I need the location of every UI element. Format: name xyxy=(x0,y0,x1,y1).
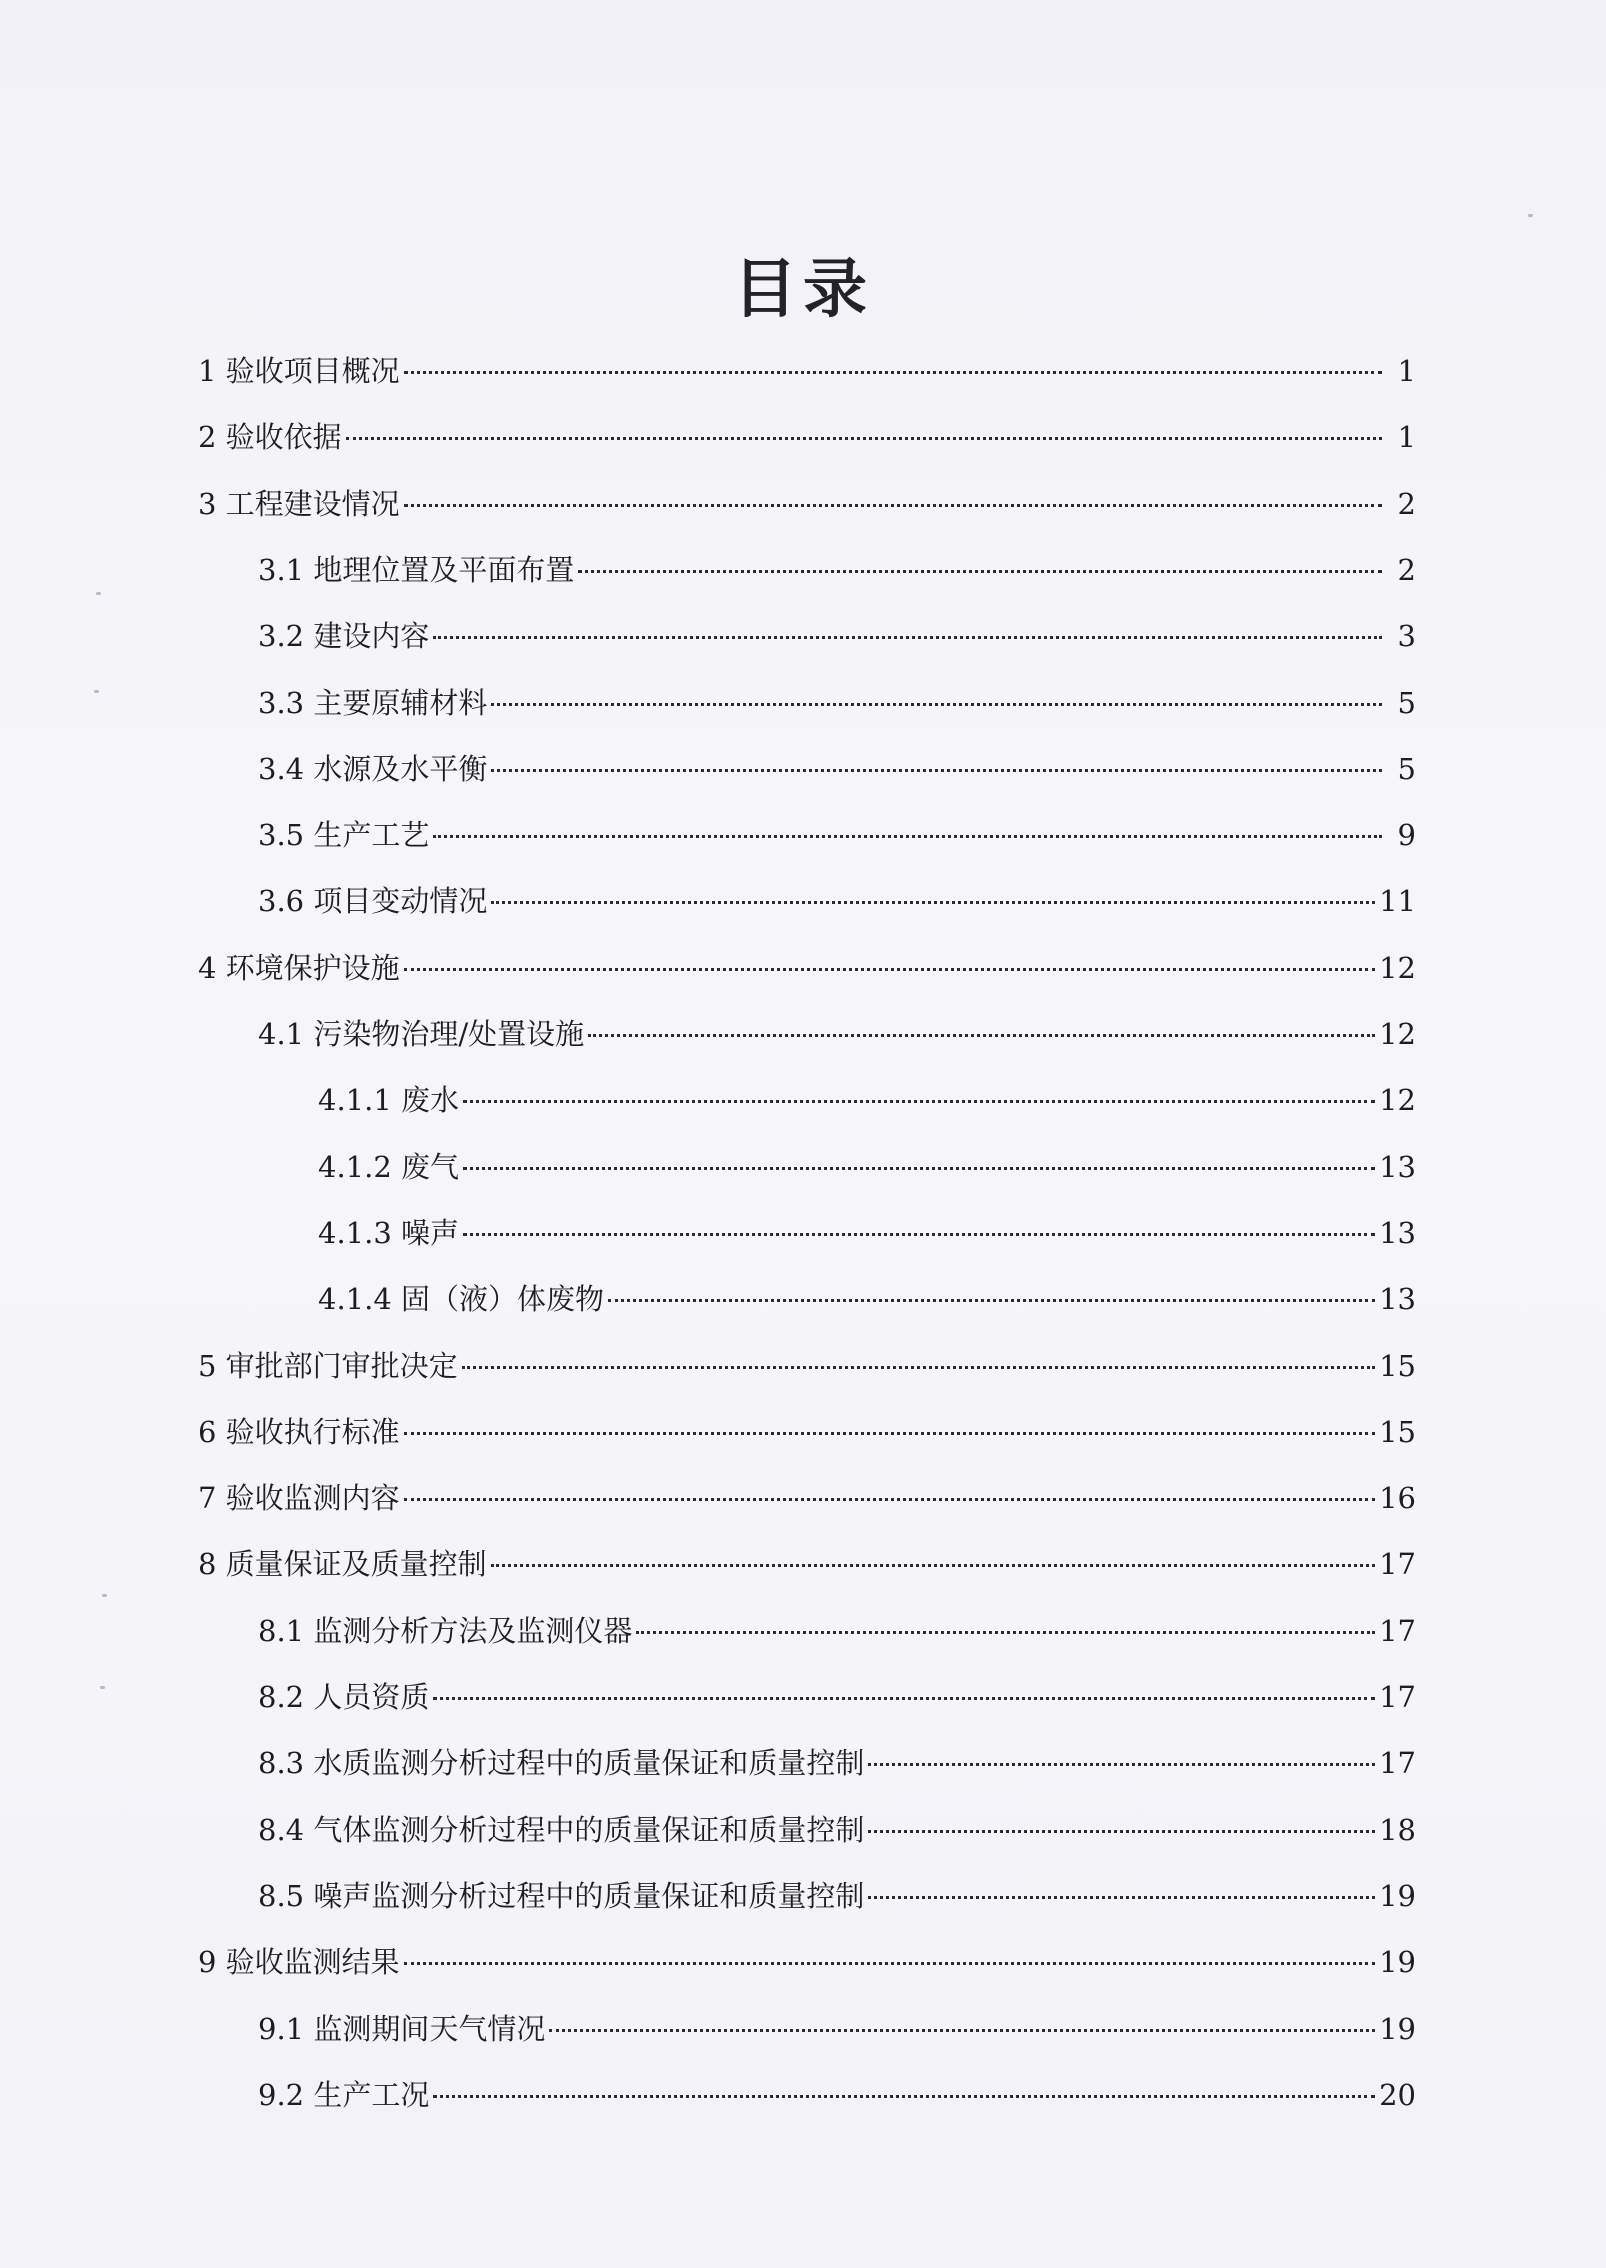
toc-entry-page-number: 2 xyxy=(1397,486,1416,521)
toc-entry-page-number: 5 xyxy=(1397,685,1416,720)
scan-speck xyxy=(102,1594,107,1597)
toc-entry-label: 3.5 生产工艺 xyxy=(258,818,430,853)
scan-speck xyxy=(100,1686,105,1689)
toc-entry-label: 7 验收监测内容 xyxy=(198,1481,400,1516)
toc-entry-label: 5 审批部门审批决定 xyxy=(198,1348,458,1383)
toc-entry-page-number: 13 xyxy=(1379,1282,1416,1317)
toc-entry-page-number: 11 xyxy=(1379,884,1416,919)
toc-entry-page-number: 15 xyxy=(1379,1348,1416,1383)
toc-entry-label: 8.3 水质监测分析过程中的质量保证和质量控制 xyxy=(258,1746,865,1781)
toc-entry[interactable] xyxy=(258,1871,1416,1921)
toc-entry-page-number: 5 xyxy=(1397,751,1416,786)
toc-entry-label: 4.1.4 固（液）体废物 xyxy=(318,1282,605,1317)
toc-entry-label: 6 验收执行标准 xyxy=(198,1414,400,1449)
dot-leader xyxy=(433,835,1382,838)
toc-entry-label: 8 质量保证及质量控制 xyxy=(198,1547,487,1582)
toc-entry-page-number: 15 xyxy=(1379,1414,1416,1449)
dot-leader xyxy=(433,2095,1375,2098)
toc-entry-label: 3.2 建设内容 xyxy=(258,619,430,654)
toc-entry-page-number: 17 xyxy=(1379,1680,1416,1714)
toc-entry[interactable] xyxy=(198,1341,1416,1391)
dot-leader xyxy=(549,2029,1375,2032)
toc-entry-label: 3 工程建设情况 xyxy=(198,486,400,521)
toc-entry-label: 9 验收监测结果 xyxy=(198,1945,400,1980)
dot-leader xyxy=(463,1233,1375,1236)
toc-entry-label: 3.3 主要原辅材料 xyxy=(258,685,488,720)
dot-leader xyxy=(404,1498,1375,1501)
dot-leader xyxy=(578,570,1382,573)
toc-entry[interactable] xyxy=(258,810,1416,860)
toc-entry-label: 4.1.3 噪声 xyxy=(318,1215,460,1250)
toc-entry[interactable] xyxy=(258,2070,1416,2120)
dot-leader xyxy=(868,1763,1375,1766)
toc-entry-page-number: 19 xyxy=(1379,2011,1416,2046)
dot-leader xyxy=(404,968,1375,971)
scan-speck xyxy=(94,690,99,693)
toc-entry-label: 3.1 地理位置及平面布置 xyxy=(258,552,575,587)
toc-entry-label: 2 验收依据 xyxy=(198,420,342,455)
toc-entry-label: 9.2 生产工况 xyxy=(258,2077,430,2112)
toc-entry[interactable] xyxy=(258,1672,1416,1722)
toc-entry-label: 4.1 污染物治理/处置设施 xyxy=(258,1017,585,1051)
dot-leader xyxy=(636,1631,1375,1634)
dot-leader xyxy=(433,1697,1375,1700)
toc-entry-label: 3.4 水源及水平衡 xyxy=(258,751,488,786)
toc-entry[interactable] xyxy=(318,1274,1416,1324)
scan-speck xyxy=(96,592,101,595)
dot-leader xyxy=(404,371,1382,374)
toc-entry-label: 4 环境保护设施 xyxy=(198,950,400,985)
toc-entry-label: 4.1.2 废气 xyxy=(318,1149,460,1184)
toc-entry[interactable] xyxy=(198,1473,1416,1523)
dot-leader xyxy=(404,504,1382,507)
toc-entry[interactable] xyxy=(258,1805,1416,1855)
dot-leader xyxy=(404,1962,1375,1965)
toc-entry-page-number: 18 xyxy=(1379,1812,1416,1847)
toc-entry-page-number: 3 xyxy=(1397,619,1416,654)
toc-entry-page-number: 12 xyxy=(1379,1083,1416,1118)
toc-entry-page-number: 17 xyxy=(1379,1613,1416,1648)
dot-leader xyxy=(462,1366,1375,1369)
dot-leader xyxy=(433,636,1382,639)
toc-entry-page-number: 1 xyxy=(1397,420,1416,455)
toc-entry[interactable] xyxy=(258,1009,1416,1059)
toc-entry-page-number: 17 xyxy=(1379,1547,1416,1582)
toc-entry-page-number: 17 xyxy=(1379,1746,1416,1781)
dot-leader xyxy=(346,437,1382,440)
toc-entry-page-number: 20 xyxy=(1379,2077,1416,2112)
toc-entry[interactable] xyxy=(258,545,1416,595)
toc-entry[interactable] xyxy=(198,1407,1416,1457)
toc-entry-page-number: 9 xyxy=(1397,818,1416,853)
toc-entry-page-number: 12 xyxy=(1379,1017,1416,1051)
toc-entry[interactable] xyxy=(198,943,1416,993)
toc-entry-page-number: 1 xyxy=(1397,354,1416,388)
dot-leader xyxy=(868,1896,1375,1899)
toc-entry-page-number: 19 xyxy=(1379,1878,1416,1913)
scan-speck xyxy=(1528,214,1533,217)
dot-leader xyxy=(491,769,1382,772)
toc-entry[interactable] xyxy=(258,876,1416,926)
dot-leader xyxy=(491,901,1375,904)
dot-leader xyxy=(463,1100,1375,1103)
toc-entry-page-number: 2 xyxy=(1397,552,1416,587)
toc-entry[interactable] xyxy=(258,1738,1416,1788)
toc-entry-label: 8.2 人员资质 xyxy=(258,1680,430,1714)
toc-entry[interactable] xyxy=(258,2004,1416,2054)
toc-entry-page-number: 13 xyxy=(1379,1215,1416,1250)
toc-entry-page-number: 16 xyxy=(1379,1481,1416,1516)
toc-entry[interactable] xyxy=(258,678,1416,728)
dot-leader xyxy=(491,1564,1375,1567)
toc-entry[interactable] xyxy=(198,1539,1416,1589)
dot-leader xyxy=(588,1034,1375,1037)
toc-entry-page-number: 12 xyxy=(1379,950,1416,985)
dot-leader xyxy=(463,1167,1375,1170)
toc-entry[interactable] xyxy=(198,479,1416,529)
toc-entry-page-number: 19 xyxy=(1379,1945,1416,1980)
toc-entry-page-number: 13 xyxy=(1379,1149,1416,1184)
toc-entry[interactable] xyxy=(318,1208,1416,1258)
dot-leader xyxy=(868,1830,1375,1833)
toc-entry[interactable] xyxy=(198,1937,1416,1987)
toc-entry[interactable] xyxy=(318,1142,1416,1192)
toc-entry-label: 4.1.1 废水 xyxy=(318,1083,460,1118)
toc-entry[interactable] xyxy=(198,346,1416,396)
toc-entry-label: 9.1 监测期间天气情况 xyxy=(258,2011,546,2046)
toc-entry-label: 8.4 气体监测分析过程中的质量保证和质量控制 xyxy=(258,1812,865,1847)
toc-entry[interactable] xyxy=(318,1075,1416,1125)
toc-entry-label: 8.5 噪声监测分析过程中的质量保证和质量控制 xyxy=(258,1878,865,1913)
toc-entry[interactable] xyxy=(258,744,1416,794)
dot-leader xyxy=(491,703,1382,706)
toc-entry[interactable] xyxy=(198,412,1416,462)
dot-leader xyxy=(608,1299,1375,1302)
toc-title: 目录 xyxy=(733,252,873,327)
toc-entry[interactable] xyxy=(258,1606,1416,1656)
toc-entry[interactable] xyxy=(258,611,1416,661)
toc-entry-label: 8.1 监测分析方法及监测仪器 xyxy=(258,1613,633,1648)
toc-entry-label: 3.6 项目变动情况 xyxy=(258,884,488,919)
toc-entry-label: 1 验收项目概况 xyxy=(198,354,400,388)
dot-leader xyxy=(404,1432,1375,1435)
